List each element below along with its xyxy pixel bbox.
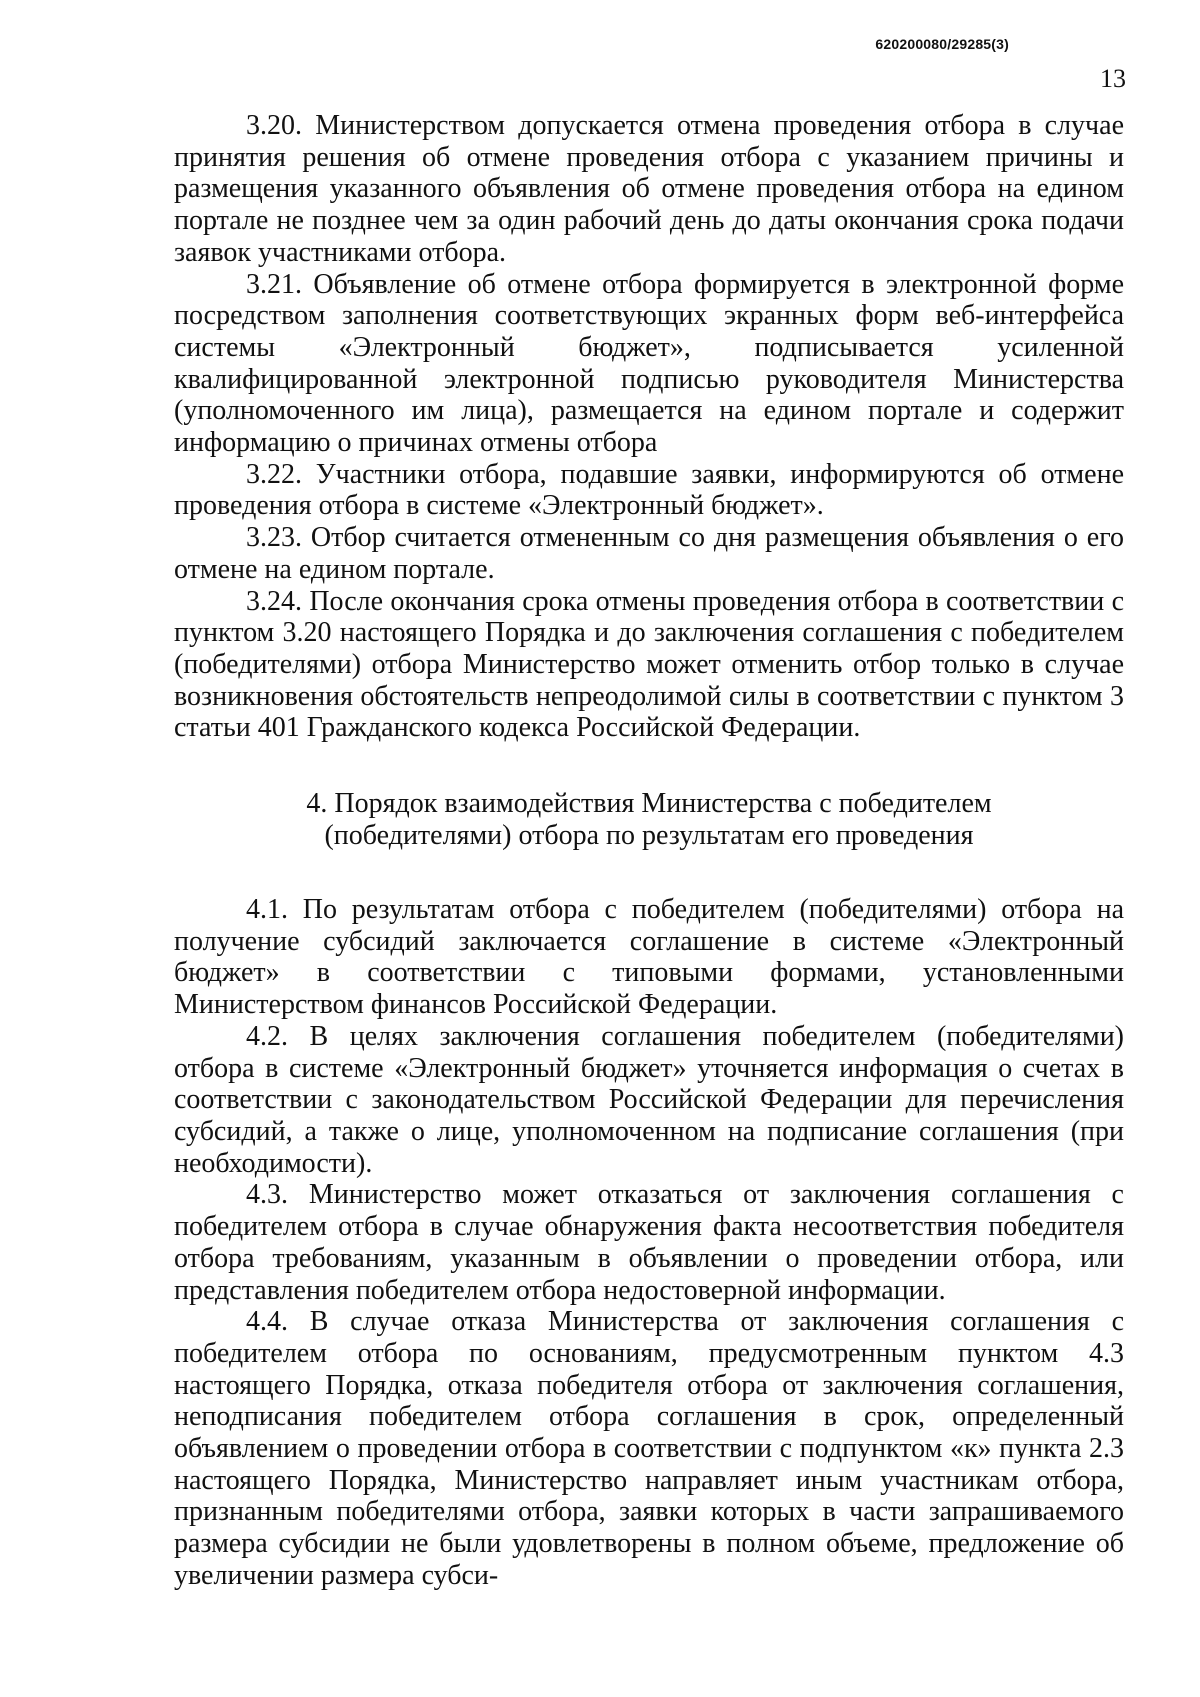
paragraph-4-1: 4.1. По результатам отбора с победителем (победителями) отбора на получение субсидий заключается соглашение в системе «Электронный бюджет» в соответствии с типовыми формами, установленными Министерством финансов Российской Федерации. — [174, 894, 1124, 1021]
section-heading-line-2: (победителями) отбора по результатам его проведения — [324, 820, 974, 852]
paragraph-3-24: 3.24. После окончания срока отмены проведения отбора в соответствии с пунктом 3.20 настоящего Порядка и до заключения соглашения с победителем (победителями) отбора Министерство может отменить отбор только в случае возникновения обстоятельств непреодолимой силы в соответствии с пунктом 3 статьи 401 Гражданского кодекса Российской Федерации. — [174, 585, 1124, 744]
document-body — [174, 110, 1124, 1592]
paragraph-4-3: 4.3. Министерство может отказаться от заключения соглашения с победителем отбора в случае обнаружения факта несоответствия победителя отбора требованиям, указанным в объявлении о проведении отбора, или представления победителем отбора недостоверной информации. — [174, 1179, 1124, 1306]
page-number: 13 — [1100, 64, 1126, 93]
section-4-heading — [174, 788, 1124, 852]
paragraph-3-22: 3.22. Участники отбора, подавшие заявки, информируются об отмене проведения отбора в системе «Электронный бюджет». — [174, 458, 1124, 522]
paragraph-4-4: 4.4. В случае отказа Министерства от заключения соглашения с победителем отбора по основаниям, предусмотренным пунктом 4.3 настоящего Порядка, отказа победителя отбора от заключения соглашения, неподписания победителем отбора соглашения в срок, определенный объявлением о проведении отбора в соответствии с подпунктом «к» пункта 2.3 настоящего Порядка, Министерство направляет иным участникам отбора, признанным победителями отбора, заявки которых в части запрашиваемого размера субсидии не были удовлетворены в полном объеме, предложение об увеличении размера субси- — [174, 1306, 1124, 1591]
document-code: 620200080/29285(3) — [875, 36, 1009, 52]
paragraph-3-21: 3.21. Объявление об отмене отбора формируется в электронной форме посредством заполнения соответствующих экранных форм веб-интерфейса системы «Электронный бюджет», подписывается усиленной квалифицированной электронной подписью руководителя Министерства (уполномоченного им лица), размещается на едином портале и содержит информацию о причинах отмены отбора — [174, 268, 1124, 459]
paragraph-4-2: 4.2. В целях заключения соглашения победителем (победителями) отбора в системе «Электронный бюджет» уточняется информация о счетах в соответствии с законодательством Российской Федерации для перечисления субсидий, а также о лице, уполномоченном на подписание соглашения (при необходимости). — [174, 1020, 1124, 1179]
section-heading-line-1: 4. Порядок взаимодействия Министерства с победителем — [306, 788, 992, 820]
paragraph-3-20: 3.20. Министерством допускается отмена проведения отбора в случае принятия решения об отмене проведения отбора с указанием причины и размещения указанного объявления об отмене проведения отбора на едином портале не позднее чем за один рабочий день до даты окончания срока подачи заявок участниками отбора. — [174, 110, 1124, 268]
paragraph-3-23: 3.23. Отбор считается отмененным со дня размещения объявления о его отмене на едином портале. — [174, 522, 1124, 585]
